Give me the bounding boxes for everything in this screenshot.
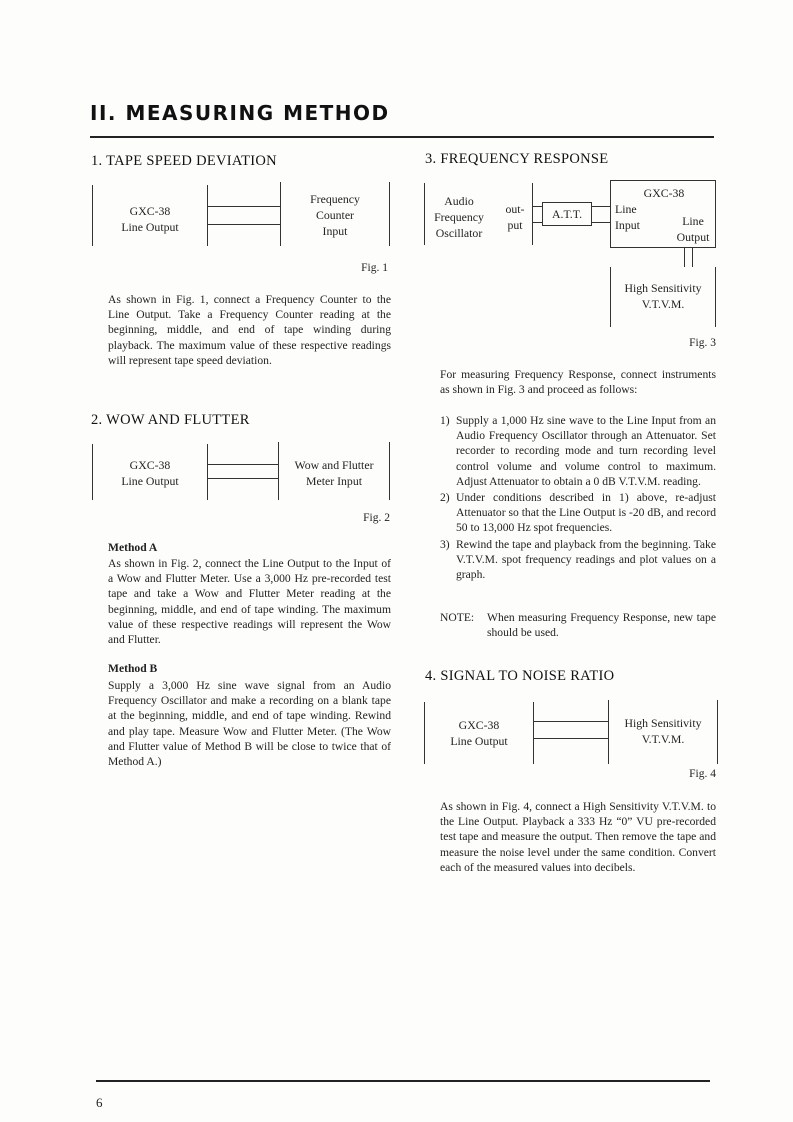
port-label: Line bbox=[615, 202, 637, 216]
fig2-wire bbox=[208, 464, 278, 465]
step-number: 1) bbox=[440, 414, 450, 427]
fig1-wire bbox=[208, 224, 280, 225]
fig4-diagram bbox=[424, 700, 720, 766]
note-label: NOTE: bbox=[440, 611, 475, 624]
header-rule bbox=[90, 136, 714, 138]
step-text: Under conditions described in 1) above, re-adjust Attenuator so that the Line Output is -20 dB, and record 50 to 13,000 Hz spot frequencies. bbox=[456, 491, 716, 535]
port-label: Output bbox=[676, 230, 710, 244]
fig4-wire bbox=[534, 738, 608, 739]
fig2-wow-flutter-meter-box bbox=[278, 442, 390, 500]
method-b-paragraph: Supply a 3,000 Hz sine wave signal from an Audio Frequency Oscillator and make a recording on a blank tape at the beginning, middle, and end of tape winding. Rewind and play tape. Measure Wow and Flutter Meter. (The Wow and Flutter value of Method B will be close to twice that of Method A.) bbox=[108, 679, 391, 769]
box-title: GXC-38 bbox=[643, 186, 685, 200]
fig3-wire bbox=[592, 222, 610, 223]
box-label: Line Output bbox=[450, 734, 508, 748]
box-label: Audio bbox=[444, 194, 474, 208]
step-item bbox=[440, 490, 716, 536]
fig3-oscillator-box bbox=[424, 183, 533, 245]
note-text: When measuring Frequency Response, new tape should be used. bbox=[487, 611, 716, 640]
box-label: GXC-38 bbox=[129, 458, 171, 472]
fig3-wire bbox=[533, 222, 542, 223]
method-a-label: Method A bbox=[108, 541, 158, 554]
box-label: Counter bbox=[315, 208, 354, 222]
fig4-recorder-box bbox=[424, 702, 534, 764]
box-label: Oscillator bbox=[435, 226, 483, 240]
box-label: Line Output bbox=[121, 220, 179, 234]
fig3-wire bbox=[692, 248, 693, 267]
box-label: Input bbox=[322, 224, 348, 238]
fig4-caption: Fig. 4 bbox=[689, 768, 716, 780]
snr-paragraph: As shown in Fig. 4, connect a High Sensitivity V.T.V.M. to the Line Output. Playback a 333 Hz “0” VU pre-recorded test tape and measure the output. Then remove the tape and measure the noise level under the same condition. Convert each of the measured values into decibels. bbox=[440, 800, 716, 874]
box-label: V.T.V.M. bbox=[641, 297, 685, 311]
fig1-frequency-counter-box bbox=[280, 182, 390, 246]
fig1-caption: Fig. 1 bbox=[361, 262, 388, 274]
fig3-wire bbox=[592, 206, 610, 207]
fig4-wire bbox=[534, 721, 608, 722]
port-label: Input bbox=[615, 218, 640, 232]
frequency-response-note bbox=[440, 610, 716, 640]
port-label: put bbox=[507, 218, 523, 232]
fig3-vtvm-box bbox=[610, 267, 716, 327]
fig3-attenuator-box bbox=[542, 202, 592, 226]
fig3-wire bbox=[684, 248, 685, 267]
section-heading-tape-speed: 1. TAPE SPEED DEVIATION bbox=[91, 153, 277, 169]
section-heading-frequency-response: 3. FREQUENCY RESPONSE bbox=[425, 151, 609, 167]
fig1-wire bbox=[208, 206, 280, 207]
frequency-response-intro: For measuring Frequency Response, connect instruments as shown in Fig. 3 and proceed as follows: bbox=[440, 368, 716, 397]
fig2-recorder-box bbox=[92, 444, 208, 500]
box-label: Meter Input bbox=[305, 474, 363, 488]
box-label: High Sensitivity bbox=[624, 716, 702, 730]
box-label: Frequency bbox=[310, 192, 360, 206]
box-label: Wow and Flutter bbox=[294, 458, 374, 472]
fig4-vtvm-box bbox=[608, 700, 718, 764]
section-heading-snr: 4. SIGNAL TO NOISE RATIO bbox=[425, 668, 615, 684]
method-a-paragraph: As shown in Fig. 2, connect the Line Output to the Input of a Wow and Flutter Meter. Use a 3,000 Hz pre-recorded test tape and take a Wow and Flutter Meter reading at the beginning, middle, and end of tape winding. The maximum value of these respective readings will represent the Wow and Flutter. bbox=[108, 557, 391, 647]
step-item bbox=[440, 537, 716, 583]
page-title: II. MEASURING METHOD bbox=[90, 101, 390, 125]
box-label: Line Output bbox=[121, 474, 179, 488]
method-b-label: Method B bbox=[108, 662, 158, 675]
step-text: Supply a 1,000 Hz sine wave to the Line Input from an Audio Frequency Oscillator through an Attenuator. Set recorder to recording mode and turn recording level control volume and volume control to maximum. Adjust Attenuator to obtain a 0 dB V.T.V.M. reading. bbox=[456, 414, 716, 488]
fig3-caption: Fig. 3 bbox=[689, 337, 716, 349]
footer-rule bbox=[96, 1080, 710, 1082]
fig3-wire bbox=[533, 206, 542, 207]
box-label: Frequency bbox=[434, 210, 484, 224]
step-number: 2) bbox=[440, 491, 450, 505]
fig2-wire bbox=[208, 478, 278, 479]
box-label: V.T.V.M. bbox=[641, 732, 685, 746]
step-number: 3) bbox=[440, 537, 450, 551]
page-number: 6 bbox=[96, 1095, 103, 1110]
fig3-diagram bbox=[424, 180, 720, 330]
port-label: out- bbox=[505, 202, 525, 216]
box-label: GXC-38 bbox=[129, 204, 171, 218]
fig2-caption: Fig. 2 bbox=[363, 512, 390, 524]
step-item bbox=[440, 413, 716, 489]
step-text: Rewind the tape and playback from the beginning. Take V.T.V.M. spot frequency readings and plot values on a graph. bbox=[456, 537, 716, 582]
box-label: GXC-38 bbox=[458, 718, 500, 732]
port-label: Line bbox=[682, 214, 704, 228]
fig2-diagram bbox=[92, 442, 392, 504]
box-label: High Sensitivity bbox=[624, 281, 702, 295]
fig3-recorder-box bbox=[610, 180, 716, 248]
fig1-recorder-box bbox=[92, 185, 208, 246]
frequency-response-steps bbox=[440, 413, 716, 583]
fig1-diagram bbox=[92, 182, 392, 248]
box-label: A.T.T. bbox=[551, 207, 583, 221]
tape-speed-paragraph: As shown in Fig. 1, connect a Frequency Counter to the Line Output. Take a Frequency Counter reading at the beginning, middle, and end of tape winding during playback. The maximum value of these respective readings will represent tape speed deviation. bbox=[108, 293, 391, 367]
section-heading-wow-flutter: 2. WOW AND FLUTTER bbox=[91, 412, 250, 428]
